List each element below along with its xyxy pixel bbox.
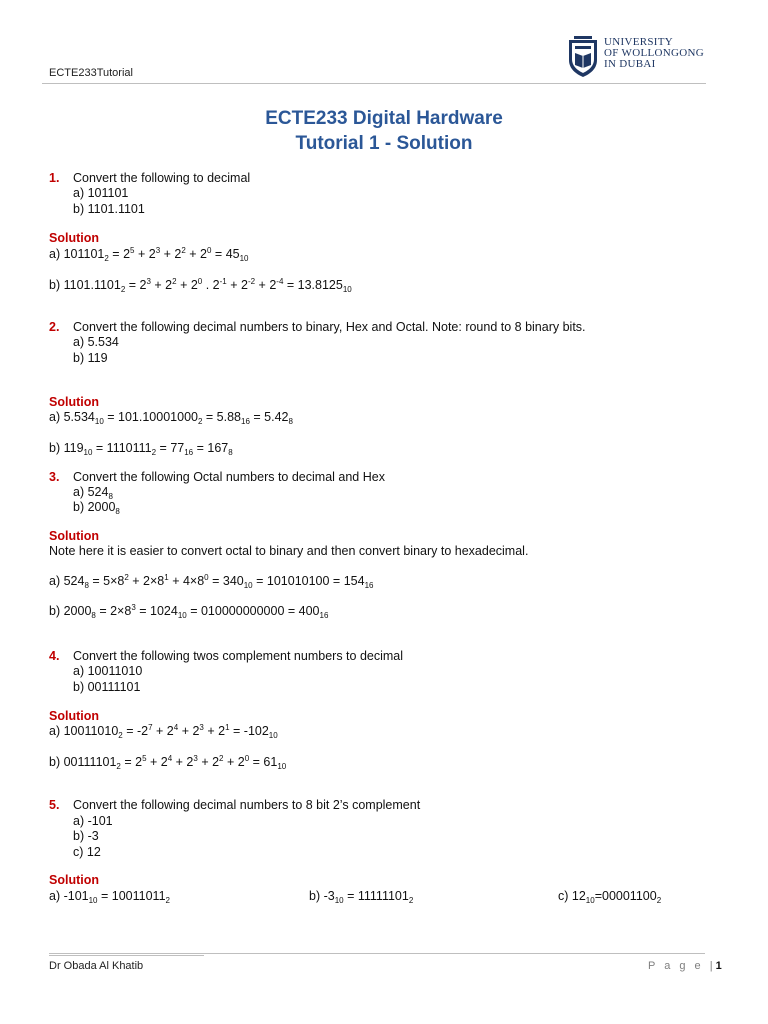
solution-1-a: a) $101101_2 = 2^5 + 2^3 + 2^2 + 2^0 = 45_{10}$ <box>49 246 249 263</box>
solution-1-label: Solution <box>49 231 99 245</box>
footer-page <box>648 960 722 972</box>
header-divider <box>42 83 706 84</box>
question-5-b: b) -3 <box>73 829 99 843</box>
solution-3-a: a) $524_8 = 5\times 8^2 + 2\times 8^1 + 4\times 8^0 = 340_{10} = 101010100 = 154_{16}$ <box>49 573 374 590</box>
page-title: ECTE233 Digital Hardware <box>265 108 503 129</box>
question-1-a: a) 101101 <box>73 186 129 200</box>
header-course-label: ECTE233Tutorial <box>49 67 133 79</box>
solution-3-b: b) $2000_8 = 2\times 8^3 = 1024_{10} = 010000000000 = 400_{16}$ <box>49 603 329 620</box>
question-1-prompt: Convert the following to decimal <box>73 171 251 185</box>
question-1 <box>49 171 250 186</box>
solution-2-b: b) $119_{10} = 1110111_2 = 77_{16} = 167_8$ <box>49 441 233 457</box>
question-3-b-base: 8 <box>115 507 120 516</box>
footer-divider-short <box>49 955 204 956</box>
solution-5-b: b) $-3_{10} = 11111101_2$ <box>309 889 414 905</box>
question-1-number: 1. <box>49 171 60 185</box>
question-3-b-value: b) 2000 <box>73 500 116 514</box>
footer-page-label: P a g e | <box>648 960 716 972</box>
solution-4-label: Solution <box>49 709 99 723</box>
question-1-b: b) 1101.1101 <box>73 202 145 216</box>
university-logo <box>566 36 716 80</box>
question-3 <box>49 470 385 485</box>
page-subtitle: Tutorial 1 - Solution <box>295 133 473 154</box>
solution-5-c: c) $12_{10}=00001100_2$ <box>558 889 662 905</box>
question-4-a: a) 10011010 <box>73 664 143 678</box>
question-3-prompt: Convert the following Octal numbers to decimal and Hex <box>73 470 385 484</box>
question-5-c: c) 12 <box>73 845 101 859</box>
question-3-number: 3. <box>49 470 60 484</box>
solution-5-a: a) $-101_{10} = 10011011_2$ <box>49 889 170 905</box>
solution-5-label: Solution <box>49 873 99 887</box>
solution-4-b: b) $00111101_2 = 2^5 + 2^4 + 2^3 + 2^2 + 2^0 = 61_{10}$ <box>49 754 287 771</box>
solution-2-label: Solution <box>49 395 99 409</box>
question-4-b: b) 00111101 <box>73 680 141 694</box>
footer-page-number: 1 <box>715 960 722 972</box>
question-2-number: 2. <box>49 320 60 334</box>
logo-line-2: OF WOLLONGONG <box>604 47 704 59</box>
question-4-prompt: Convert the following twos complement numbers to decimal <box>73 649 404 663</box>
question-5-a: a) -101 <box>73 814 113 828</box>
question-5 <box>49 798 420 813</box>
footer-author: Dr Obada Al Khatib <box>49 960 144 972</box>
university-crest-icon <box>566 36 600 78</box>
solution-1-b: b) $1101.1101_2 = 2^3 + 2^2 + 2^0$ . $2^{-1} + 2^{-2} + 2^{-4} = 13.8125_{10}$ <box>49 277 352 294</box>
logo-line-3: IN DUBAI <box>604 58 656 70</box>
logo-line-1: UNIVERSITY <box>604 36 673 48</box>
question-3-a <box>49 485 113 500</box>
solution-2-a: a) $5.534_{10} = 101.10001000_2 = 5.88_{16} = 5.42_8$ <box>49 410 293 426</box>
question-2-b: b) 119 <box>73 351 108 365</box>
solution-3-label: Solution <box>49 529 99 543</box>
question-4 <box>49 649 403 664</box>
question-2-a: a) 5.534 <box>73 335 119 349</box>
solution-4-a: a) $10011010_2 = -2^7 + 2^4 + 2^3 + 2^1 = -102_{10}$ <box>49 723 278 740</box>
question-5-prompt: Convert the following decimal numbers to 8 bit 2’s complement <box>73 798 421 812</box>
question-2 <box>49 320 586 335</box>
footer-divider <box>49 953 705 954</box>
question-3-a-base: 8 <box>108 492 113 501</box>
question-2-prompt: Convert the following decimal numbers to binary, Hex and Octal. Note: round to 8 binary bits. <box>73 320 586 334</box>
solution-3-note: Note here it is easier to convert octal to binary and then convert binary to hexadecimal. <box>49 544 529 558</box>
university-name <box>604 37 704 70</box>
question-4-number: 4. <box>49 649 60 663</box>
question-5-number: 5. <box>49 798 60 812</box>
question-3-a-value: a) 524 <box>73 485 109 499</box>
question-3-b <box>49 500 120 515</box>
